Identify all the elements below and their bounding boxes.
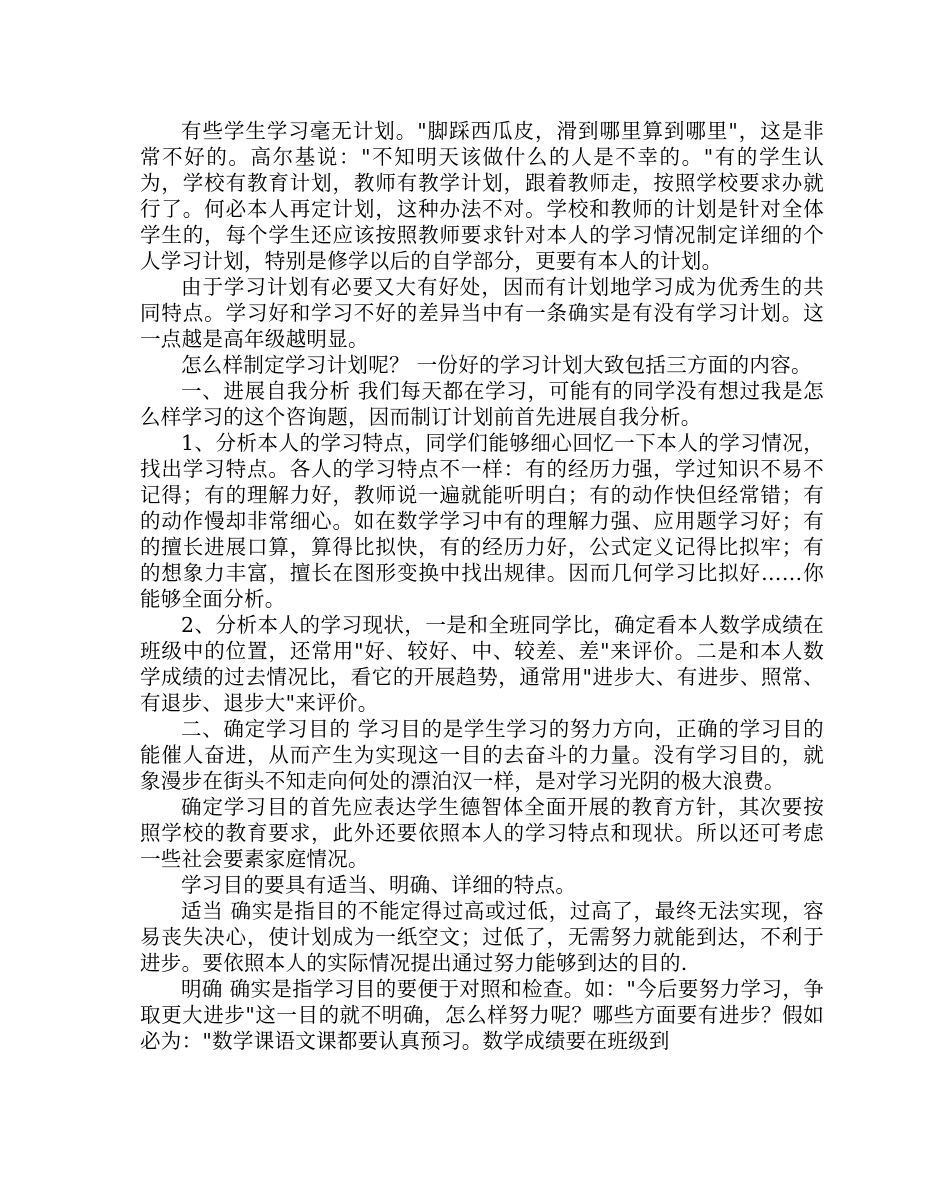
document-body bbox=[140, 118, 824, 1054]
paragraph-learning-traits: 1、分析本人的学习特点，同学们能够细心回忆一下本人的学习情况，找出学习特点。各人的学习特点不一样：有的经历力强，学过知识不易不记得；有的理解力好，教师说一遍就能听明白；有的动作快但经常错；有的动作慢却非常细心。如在数学学习中有的理解力强、应用题学习好；有的擅长进展口算，算得比拟快，有的经历力好，公式定义记得比拟牢；有的想象力丰富，擅长在图形变换中找出规律。因而几何学习比拟好……你能够全面分析。 bbox=[140, 431, 824, 611]
paragraph-learning-status: 2、分析本人的学习现状，一是和全班同学比，确定看本人数学成绩在班级中的位置，还常用"好、较好、中、较差、差"来评价。二是和本人数学成绩的过去情况比，看它的开展趋势，通常用"进步大、有进步、照常、有退步、退步大"来评价。 bbox=[140, 613, 824, 715]
paragraph-clear: 明确 确实是指学习目的要便于对照和检查。如："今后要努力学习，争取更大进步"这一目的就不明确，怎么样努力呢？哪些方面要有进步？假如必为："数学课语文课都要认真预习。数学成绩要在班级到 bbox=[140, 977, 824, 1053]
paragraph-learning-goals: 二、确定学习目的 学习目的是学生学习的努力方向，正确的学习目的能催人奋进，从而产生为实现这一目的去奋斗的力量。没有学习目的，就象漫步在街头不知走向何处的漂泊汉一样，是对学习光阴的极大浪费。 bbox=[140, 717, 824, 793]
paragraph-appropriate: 适当 确实是指目的不能定得过高或过低，过高了，最终无法实现，容易丧失决心，使计划成为一纸空文；过低了，无需努力就能到达，不利于进步。要依照本人的实际情况提出通过努力能够到达的目的. bbox=[140, 899, 824, 975]
paragraph-benefits: 由于学习计划有必要又大有好处，因而有计划地学习成为优秀生的共同特点。学习好和学习不好的差异当中有一条确实是有没有学习计划。这一点越是高年级越明显。 bbox=[140, 275, 824, 351]
paragraph-self-analysis: 一、进展自我分析 我们每天都在学习，可能有的同学没有想过我是怎么样学习的这个咨询题，因而制订计划前首先进展自我分析。 bbox=[140, 379, 824, 429]
paragraph-goal-basis: 确定学习目的首先应表达学生德智体全面开展的教育方针，其次要按照学校的教育要求，此外还要依照本人的学习特点和现状。所以还可考虑一些社会要素家庭情况。 bbox=[140, 795, 824, 871]
paragraph-how-to: 怎么样制定学习计划呢？ 一份好的学习计划大致包括三方面的内容。 bbox=[181, 353, 812, 377]
paragraph-intro: 有些学生学习毫无计划。"脚踩西瓜皮，滑到哪里算到哪里"，这是非常不好的。高尔基说："不知明天该做什么的人是不幸的。"有的学生认为，学校有教育计划，教师有教学计划，跟着教师走，按照学校要求办就行了。何必本人再定计划，这种办法不对。学校和教师的计划是针对全体学生的，每个学生还应该按照教师要求针对本人的学习情况制定详细的个人学习计划，特别是修学以后的自学部分，更要有本人的计划。 bbox=[140, 119, 824, 273]
paragraph-goal-features: 学习目的要具有适当、明确、详细的特点。 bbox=[181, 873, 577, 897]
